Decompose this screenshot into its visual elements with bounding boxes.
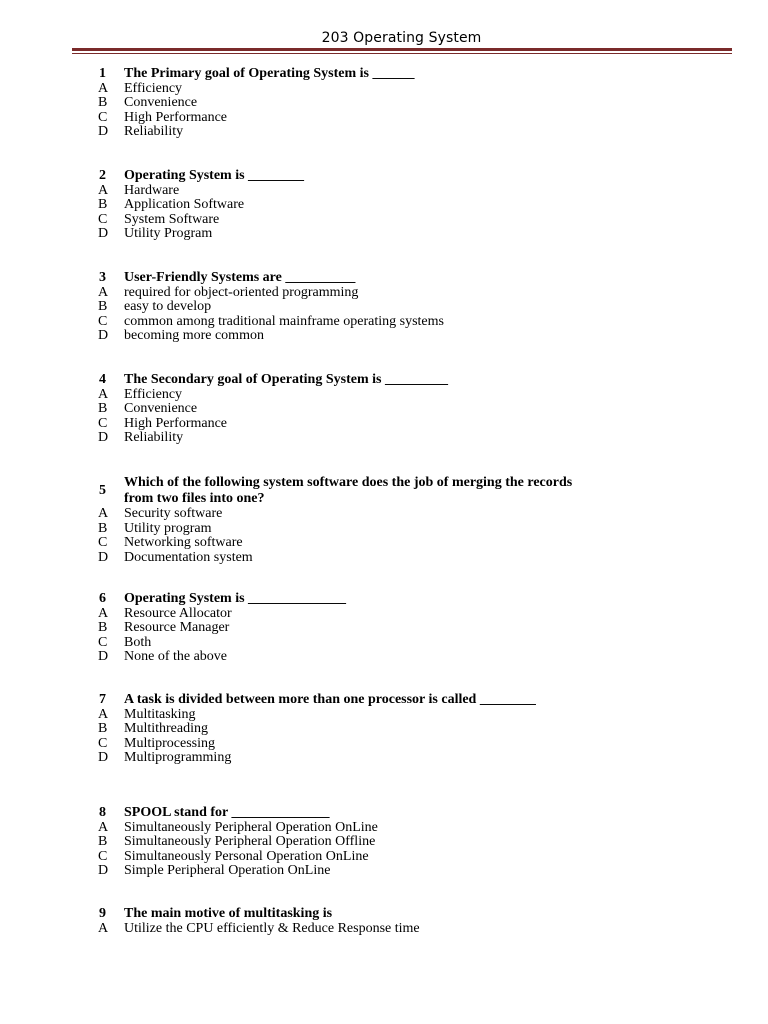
option-c bbox=[0, 536, 768, 551]
option-text: Security software bbox=[124, 506, 223, 521]
option-letter: D bbox=[98, 863, 109, 879]
option-b bbox=[0, 96, 768, 111]
question-stem bbox=[0, 169, 768, 184]
option-letter: D bbox=[98, 124, 109, 140]
option-d bbox=[0, 551, 768, 566]
option-text: Utility Program bbox=[124, 226, 213, 242]
option-letter: C bbox=[98, 211, 108, 227]
question-5 bbox=[0, 475, 768, 565]
question-7 bbox=[0, 693, 768, 766]
option-letter: A bbox=[98, 80, 109, 96]
option-c bbox=[0, 737, 768, 752]
question-8 bbox=[0, 806, 768, 879]
question-6 bbox=[0, 592, 768, 665]
option-text: Simultaneously Personal Operation OnLine bbox=[124, 848, 369, 864]
question-stem bbox=[0, 592, 768, 607]
question-text: Operating System is ______________ bbox=[124, 591, 347, 606]
option-letter: A bbox=[98, 920, 109, 936]
option-c bbox=[0, 315, 768, 330]
option-letter: A bbox=[98, 819, 109, 835]
option-text: Resource Allocator bbox=[124, 605, 232, 621]
option-letter: A bbox=[98, 506, 109, 521]
option-text: Utility program bbox=[124, 520, 212, 536]
option-d bbox=[0, 431, 768, 446]
option-text: Convenience bbox=[124, 95, 198, 111]
question-stem bbox=[0, 475, 768, 507]
header-rule-thick bbox=[72, 48, 732, 51]
question-3 bbox=[0, 271, 768, 344]
option-letter: D bbox=[98, 430, 109, 446]
question-stem bbox=[0, 373, 768, 388]
option-text: Multiprogramming bbox=[124, 750, 232, 766]
option-text: Simultaneously Peripheral Operation OnLine bbox=[124, 819, 378, 835]
question-9 bbox=[0, 907, 768, 936]
option-c bbox=[0, 111, 768, 126]
option-b bbox=[0, 621, 768, 636]
option-letter: D bbox=[98, 328, 109, 344]
option-letter: B bbox=[98, 721, 108, 737]
option-letter: C bbox=[98, 735, 108, 751]
option-d bbox=[0, 751, 768, 766]
option-text: Both bbox=[124, 634, 152, 650]
option-text: Networking software bbox=[124, 535, 243, 551]
option-b bbox=[0, 300, 768, 315]
question-text: The Primary goal of Operating System is ______ bbox=[124, 66, 415, 81]
option-text: Reliability bbox=[124, 124, 184, 140]
option-letter: B bbox=[98, 401, 108, 417]
question-number: 4 bbox=[99, 372, 106, 387]
question-stem bbox=[0, 271, 768, 286]
option-d bbox=[0, 329, 768, 344]
option-c bbox=[0, 636, 768, 651]
option-text: Utilize the CPU efficiently & Reduce Response time bbox=[124, 920, 420, 936]
option-c bbox=[0, 213, 768, 228]
question-number: 9 bbox=[99, 906, 106, 921]
option-a bbox=[0, 286, 768, 301]
option-text: required for object-oriented programming bbox=[124, 284, 359, 300]
option-letter: A bbox=[98, 386, 109, 402]
option-letter: D bbox=[98, 549, 109, 565]
option-text: easy to develop bbox=[124, 299, 212, 315]
option-text: Documentation system bbox=[124, 549, 253, 565]
option-c bbox=[0, 850, 768, 865]
question-number: 6 bbox=[99, 591, 106, 606]
option-text: Hardware bbox=[124, 182, 180, 198]
option-text: None of the above bbox=[124, 649, 228, 665]
option-text: Simple Peripheral Operation OnLine bbox=[124, 863, 331, 879]
option-b bbox=[0, 522, 768, 537]
option-text: Efficiency bbox=[124, 80, 183, 96]
option-letter: A bbox=[98, 706, 109, 722]
option-letter: B bbox=[98, 620, 108, 636]
question-text: User-Friendly Systems are __________ bbox=[124, 270, 356, 285]
question-number: 7 bbox=[99, 692, 106, 707]
option-letter: D bbox=[98, 649, 109, 665]
option-letter: D bbox=[98, 226, 109, 242]
option-letter: B bbox=[98, 834, 108, 850]
option-letter: A bbox=[98, 284, 109, 300]
option-text: becoming more common bbox=[124, 328, 264, 344]
option-letter: C bbox=[98, 415, 108, 431]
question-number: 3 bbox=[99, 270, 106, 285]
question-text: Which of the following system software does the job of merging the records from two files into one? bbox=[124, 475, 573, 506]
question-text: The main motive of multitasking is bbox=[124, 906, 333, 921]
option-a bbox=[0, 507, 768, 522]
option-text: Application Software bbox=[124, 197, 245, 213]
option-text: Reliability bbox=[124, 430, 184, 446]
option-b bbox=[0, 198, 768, 213]
option-a bbox=[0, 922, 768, 937]
option-d bbox=[0, 650, 768, 665]
question-number: 2 bbox=[99, 168, 106, 183]
page-title: 203 Operating System bbox=[321, 30, 482, 46]
question-number: 5 bbox=[99, 483, 106, 498]
option-b bbox=[0, 722, 768, 737]
question-number: 8 bbox=[99, 805, 106, 820]
option-b bbox=[0, 402, 768, 417]
option-letter: B bbox=[98, 95, 108, 111]
option-text: Simultaneously Peripheral Operation Offline bbox=[124, 834, 376, 850]
option-letter: A bbox=[98, 182, 109, 198]
option-letter: B bbox=[98, 520, 108, 536]
option-letter: A bbox=[98, 605, 109, 621]
question-stem bbox=[0, 806, 768, 821]
option-a bbox=[0, 708, 768, 723]
option-a bbox=[0, 82, 768, 97]
option-a bbox=[0, 388, 768, 403]
option-d bbox=[0, 227, 768, 242]
question-number: 1 bbox=[99, 66, 106, 81]
question-2 bbox=[0, 169, 768, 242]
option-text: Multithreading bbox=[124, 721, 208, 737]
option-letter: B bbox=[98, 197, 108, 213]
option-text: common among traditional mainframe operating systems bbox=[124, 313, 444, 329]
option-letter: C bbox=[98, 634, 108, 650]
question-text: The Secondary goal of Operating System is _________ bbox=[124, 372, 448, 387]
question-stem bbox=[0, 693, 768, 708]
option-text: High Performance bbox=[124, 415, 228, 431]
option-text: System Software bbox=[124, 211, 220, 227]
option-text: Resource Manager bbox=[124, 620, 230, 636]
option-text: High Performance bbox=[124, 109, 228, 125]
option-letter: C bbox=[98, 535, 108, 551]
question-1 bbox=[0, 67, 768, 140]
option-text: Multiprocessing bbox=[124, 735, 215, 751]
option-d bbox=[0, 125, 768, 140]
option-letter: D bbox=[98, 750, 109, 766]
question-text: A task is divided between more than one processor is called ________ bbox=[124, 692, 536, 707]
option-text: Multitasking bbox=[124, 706, 196, 722]
question-text: SPOOL stand for ______________ bbox=[124, 805, 330, 820]
option-letter: C bbox=[98, 313, 108, 329]
option-c bbox=[0, 417, 768, 432]
option-letter: C bbox=[98, 109, 108, 125]
option-b bbox=[0, 835, 768, 850]
header-rule-thin bbox=[72, 53, 732, 54]
option-d bbox=[0, 864, 768, 879]
option-a bbox=[0, 607, 768, 622]
question-stem bbox=[0, 907, 768, 922]
option-text: Convenience bbox=[124, 401, 198, 417]
question-4 bbox=[0, 373, 768, 446]
option-letter: B bbox=[98, 299, 108, 315]
option-text: Efficiency bbox=[124, 386, 183, 402]
question-text: Operating System is ________ bbox=[124, 168, 305, 183]
option-a bbox=[0, 821, 768, 836]
option-letter: C bbox=[98, 848, 108, 864]
option-a bbox=[0, 184, 768, 199]
question-stem bbox=[0, 67, 768, 82]
